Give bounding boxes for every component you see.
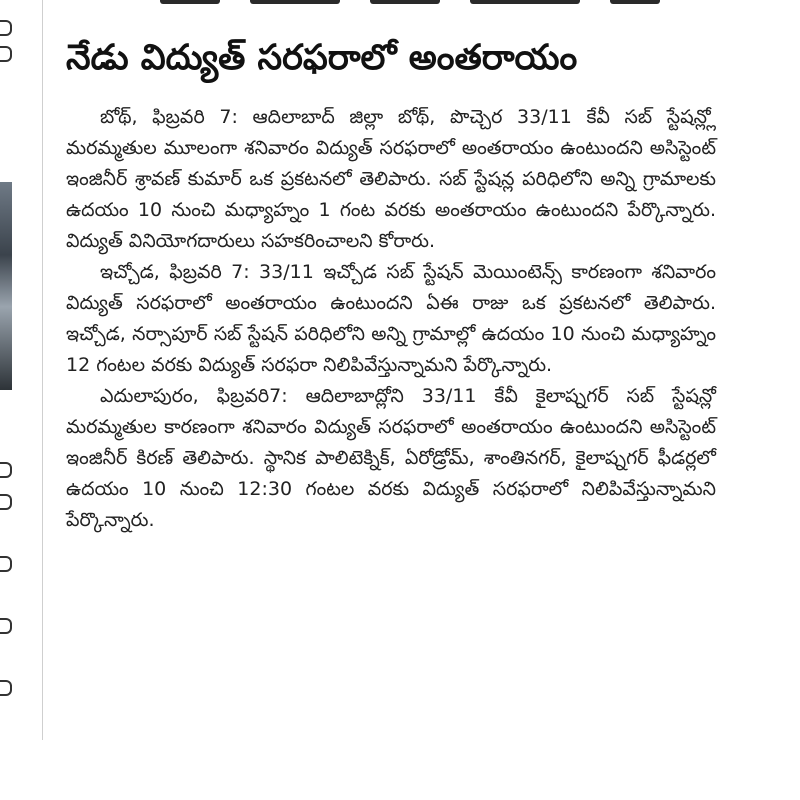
news-article: [66, 36, 716, 536]
cropped-glyph: [0, 494, 12, 510]
cropped-glyph: [0, 680, 12, 696]
article-paragraph-edulapuram: ఎదులాపురం, ఫిబ్రవరి7: ఆదిలాబాద్లోని 33/11 కేవీ కైలాష్నగర్ సబ్ స్టేషన్లో మరమ్మతుల కారణంగా శనివారం విద్యుత్ సరఫరాలో అంతరాయం ఉంటుందని అసిస్టెంట్ ఇంజినీర్ కిరణ్ తెలిపారు. స్థానిక పాలిటెక్నిక్, ఏరోడ్రోమ్, శాంతినగర్, కైలాష్నగర్ ఫీడర్లలో ఉదయం 10 నుంచి 12:30 గంటల వరకు విద్యుత్ సరఫరాలో నిలిపివేస్తున్నామని పేర్కొన్నారు.: [66, 385, 716, 531]
article-paragraph-ichoda: ఇచ్చోడ, ఫిబ్రవరి 7: 33/11 ఇచ్చోడ సబ్ స్టేషన్ మెయింటెన్స్ కారణంగా శనివారం విద్యుత్ సరఫరాలో అంతరాయం ఉంటుందని ఏఈ రాజు ఒక ప్రకటనలో తెలిపారు. ఇచ్చోడ, నర్సాపూర్ సబ్ స్టేషన్ పరిధిలోని అన్ని గ్రామాల్లో ఉదయం 10 నుంచి మధ్యాహ్నం 12 గంటల వరకు విద్యుత్ సరఫరా నిలిపివేస్తున్నామని పేర్కొన్నారు.: [66, 261, 716, 376]
cropped-glyph: [0, 20, 12, 36]
cropped-glyph: [0, 46, 12, 62]
cropped-text-above: [120, 0, 680, 6]
cropped-glyph: [0, 462, 12, 478]
article-paragraph-both: బోథ్, ఫిబ్రవరి 7: ఆదిలాబాద్ జిల్లా బోథ్, పొచ్చెర 33/11 కేవీ సబ్ స్టేషన్ల్లో మరమ్మతుల మూలంగా శనివారం విద్యుత్ సరఫరాలో అంతరాయం ఉంటుందని అసిస్టెంట్ ఇంజినీర్ శ్రావణ్ కుమార్ ఒక ప్రకటనలో తెలిపారు. సబ్ స్టేషన్ల పరిధిలోని అన్ని గ్రామాలకు ఉదయం 10 నుంచి మధ్యాహ్నం 1 గంట వరకు అంతరాయం ఉంటుందని పేర్కొన్నారు. విద్యుత్ వినియోగదారులు సహకరించాలని కోరారు.: [66, 106, 716, 252]
article-headline: నేడు విద్యుత్ సరఫరాలో అంతరాయం: [66, 38, 578, 78]
cropped-photo: [0, 182, 12, 390]
adjacent-column-fragment: [0, 0, 43, 740]
cropped-glyph: [0, 556, 12, 572]
cropped-glyph: [0, 618, 12, 634]
